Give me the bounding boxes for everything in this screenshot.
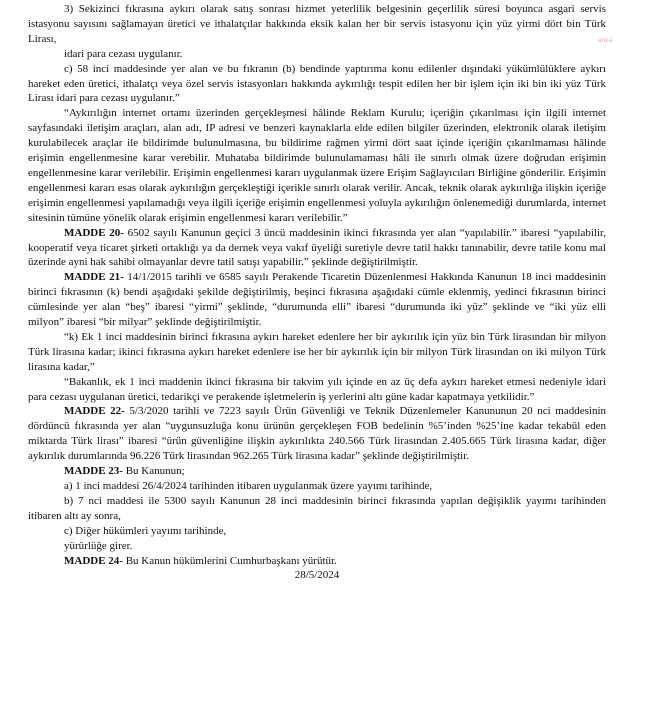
paragraph-item-k: “k) Ek 1 inci maddesinin birinci fıkrasına aykırı hareket edenlere her bir aykırılık için yüz bin Türk lirasından bir milyon Türk lirasına kadar; ikinci fıkrasına aykırı hareket edenlere ise her bir aykırılık için bir milyon Türk lirasından on iki milyon Türk lirasına kadar,” xyxy=(28,330,606,373)
article-24-text: Bu Kanun hükümlerini Cumhurbaşkanı yürütür. xyxy=(122,554,337,567)
article-23 xyxy=(28,464,606,479)
paragraph-item-c2: c) Diğer hükümleri yayımı tarihinde, xyxy=(64,524,227,537)
article-23-text: Bu Kanunun; xyxy=(122,465,185,478)
article-21 xyxy=(28,270,606,330)
article-23-label: MADDE 23- xyxy=(64,465,123,478)
paragraph-item-a: a) 1 inci maddesi 26/4/2024 tarihinden itibaren uygulanmak üzere yayımı tarihinde, xyxy=(64,480,433,492)
paragraph-reklam-kurulu: “Aykırılığın internet ortamı üzerinden gerçekleşmesi hâlinde Reklam Kurulu; içeriğin çıkarılması için ilgili internet sayfasındaki iletişim araçları, alan adı, IP adresi ve benzeri kaynaklarla elde edilen bilgiler üzerinden, elektronik olarak iletişim kurulabilecek araçlar ile bildirimde bulunulmasına, bu bildirime rağmen yirmi dört saat içinde içeriğin çıkarılmaması hâlinde erişimin engellenmesine karar verebilir. Muhataba bildirimde bulunulamaması hâli ile sınırlı olmak üzere doğrudan erişimin engellenmesine karar verilebilir. Erişimin engellenmesi kararı uygulanmak üzere Erişim Sağlayıcıları Birliğine gönderilir. Erişimin engellenmesi kararı esas olarak aykırılığın gerçekleştiği içerikle sınırlı olarak verilir. Ancak, teknik olarak aykırılığa ilişkin içeriğe erişimin engellenmesi yapılamadığı veya ilgili içeriğe erişimin engellenmesi yoluyla aykırılığın önlenemediği durumlarda, internet sitesinin tümüne yönelik olarak erişimin engellenmesi kararı verilebilir.” xyxy=(28,107,606,224)
article-20-label: MADDE 20- xyxy=(64,226,124,239)
watermark-logo: anka xyxy=(598,38,613,44)
paragraph-item-b: b) 7 nci maddesi ile 5300 sayılı Kanunun 28 inci maddesinin birinci fıkrasında yapılan değişiklik yayımı tarihinden itibaren altı ay sonra, xyxy=(28,494,606,522)
article-22 xyxy=(28,404,606,464)
article-24 xyxy=(28,554,606,569)
article-22-label: MADDE 22- xyxy=(64,405,125,418)
article-22-text: 5/3/2020 tarihli ve 7223 sayılı Ürün Güvenliği ve Teknik Düzenlemeler Kanununun 20 nci maddesinin dördüncü fıkrasında yer alan “uygunsuzluğa konu ürünün gerçekleşen FOB bedelinin %5’inden %25’ine kadar tekabül eden miktarda Türk lirası” ibaresi “ürün güvenliğine ilişkin aykırılıkta 240.566 Türk lirasından 2.405.665 Türk lirasına kadar, diğer aykırılık durumlarında 96.226 Türk lirasından 962.265 Türk lirasına kadar” şeklinde değiştirilmiştir. xyxy=(28,405,607,463)
paragraph-bakanlik: “Bakanlık, ek 1 inci maddenin ikinci fıkrasına bir takvim yılı içinde en az üç defa aykırı hareket etmesi nedeniyle idari para cezası uygulanan üretici, tedarikçi ve perakende işletmelerin iş yerlerini altı güne kadar kapatmaya yetkilidir.” xyxy=(28,375,606,403)
law-text-page xyxy=(28,2,606,583)
paragraph-item-3: 3) Sekizinci fıkrasına aykırı olarak satış sonrası hizmet yeterlilik belgesinin geçerlilik süresi boyunca asgari servis istasyonu sayısını sağlamayan üretici ve ithalatçılar hakkında eksik kalan her bir servis istasyonu için yüz yirmi dört bin Türk Lirası, xyxy=(28,3,606,45)
article-24-label: MADDE 24- xyxy=(64,554,123,567)
article-21-label: MADDE 21- xyxy=(64,271,124,284)
article-20 xyxy=(28,226,606,271)
document-date: 28/5/2024 xyxy=(294,569,340,582)
paragraph-yururluge: yürürlüğe girer. xyxy=(64,539,133,552)
article-21-text: 14/1/2015 tarihli ve 6585 sayılı Perakende Ticaretin Düzenlenmesi Hakkında Kanunun 18 inci maddesinin birinci fıkrasının (k) bendi aşağıdaki şekilde değiştirilmiş, beşinci fıkrasına aşağıdaki cümle eklenmiş, yedinci fıkrasının birinci cümlesinde yer alan “beş” ibaresi “yirmi” şeklinde, “durumunda elli” ibaresi “durumunda iki yüz” şeklinde ve “iki yüz elli milyon” ibaresi “bir milyar” şeklinde değiştirilmiştir. xyxy=(28,271,606,329)
article-20-text: 6502 sayılı Kanunun geçici 3 üncü maddesinin ikinci fıkrasında yer alan “yapılabilir.” ibaresi “yapılabilir, kooperatif veya ticaret şirketi ortaklığı ya da dernek veya vakıf üyeliği suretiyle devre tatil hakkı tanınabilir, devre tatile konu mal üzerinde ayni hak sahibi olmayanlar devre tatil satışı yapabilir.” şeklinde değiştirilmiştir. xyxy=(28,226,606,269)
paragraph-item-c: c) 58 inci maddesinde yer alan ve bu fıkranın (b) bendinde yaptırıma konu edilenler dışındaki yükümlülüklere aykırı hareket eden üretici, ithalatçı veya özel servis istasyonları hakkında aykırılığı tespit edilen her bir işlem için iki bin iki yüz Türk Lirası idari para cezası uygulanır.” xyxy=(28,62,606,105)
paragraph-idari-para: idari para cezası uygulanır. xyxy=(64,47,183,60)
